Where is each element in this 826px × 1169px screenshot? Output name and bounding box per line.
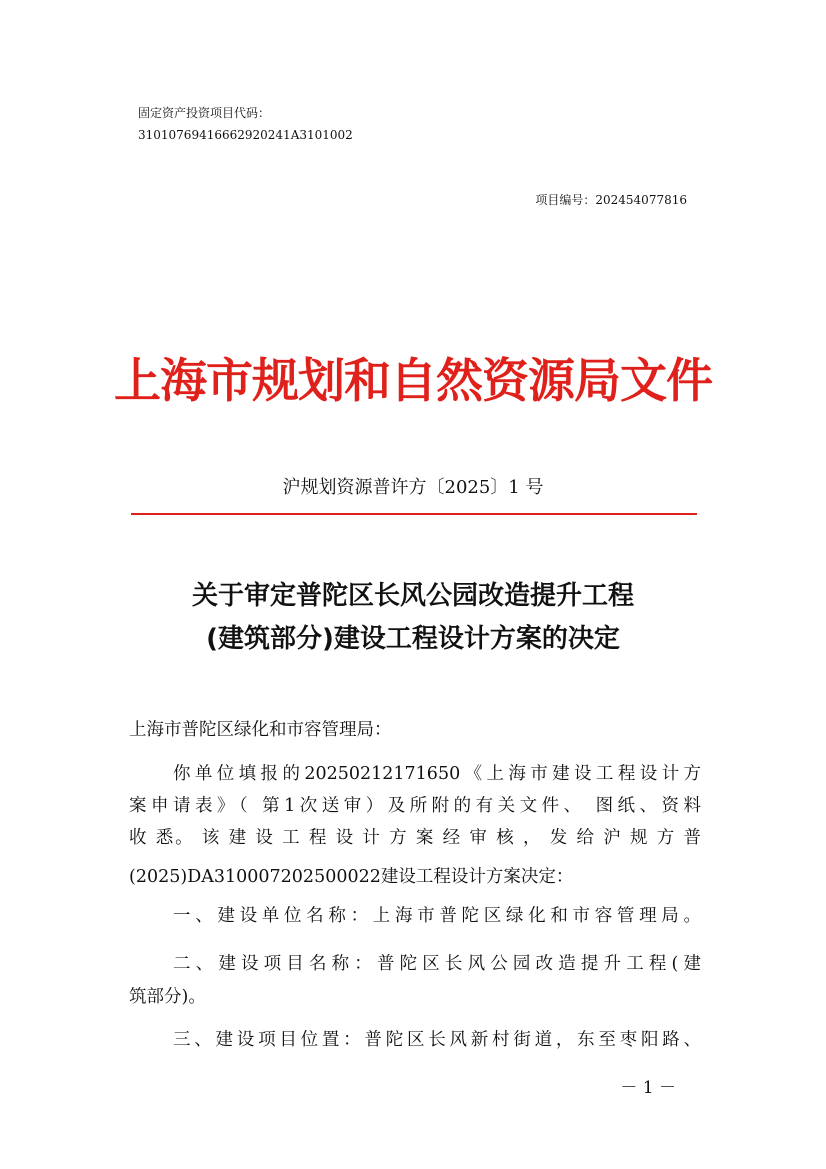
item-project-name: 二、建设项目名称：普陀区长风公园改造提升工程(建 — [173, 954, 701, 974]
paragraph-line: 你单位填报的20250212171650《上海市建设工程设计方 — [173, 764, 701, 784]
paragraph-line: 收 悉。 该 建 设 工 程 设 计 方 案 经 审 核 ， 发 给 沪 规 方 普 — [129, 828, 701, 848]
item-construction-unit: 一、建设单位名称：上海市普陀区绿化和市容管理局。 — [173, 906, 701, 926]
salutation: 上海市普陀区绿化和市容管理局： — [129, 720, 392, 740]
document-number: 沪规划资源普许方〔2025〕1 号 — [282, 477, 544, 498]
project-number: 项目编号：202454077816 — [535, 193, 687, 207]
document-title-line-2: (建筑部分)建设工程设计方案的决定 — [206, 624, 620, 654]
paragraph-line: 案申请表》（ 第1次送审）及所附的有关文件、 图纸、资料 — [129, 796, 701, 816]
item-project-name-continued: 筑部分)。 — [129, 987, 206, 1007]
investment-code-value: 31010769416662920241A3101002 — [138, 128, 353, 142]
paragraph-line: (2025)DA310007202500022建设工程设计方案决定： — [129, 867, 574, 887]
page-number: － 1 － — [620, 1078, 676, 1098]
issuing-authority-header: 上海市规划和自然资源局文件 — [114, 354, 712, 409]
item-project-location: 三、建设项目位置：普陀区长风新村街道，东至枣阳路、 — [173, 1030, 701, 1050]
document-title-line-1: 关于审定普陀区长风公园改造提升工程 — [191, 581, 634, 611]
investment-code-label: 固定资产投资项目代码： — [138, 106, 271, 120]
red-divider-line — [131, 513, 697, 515]
